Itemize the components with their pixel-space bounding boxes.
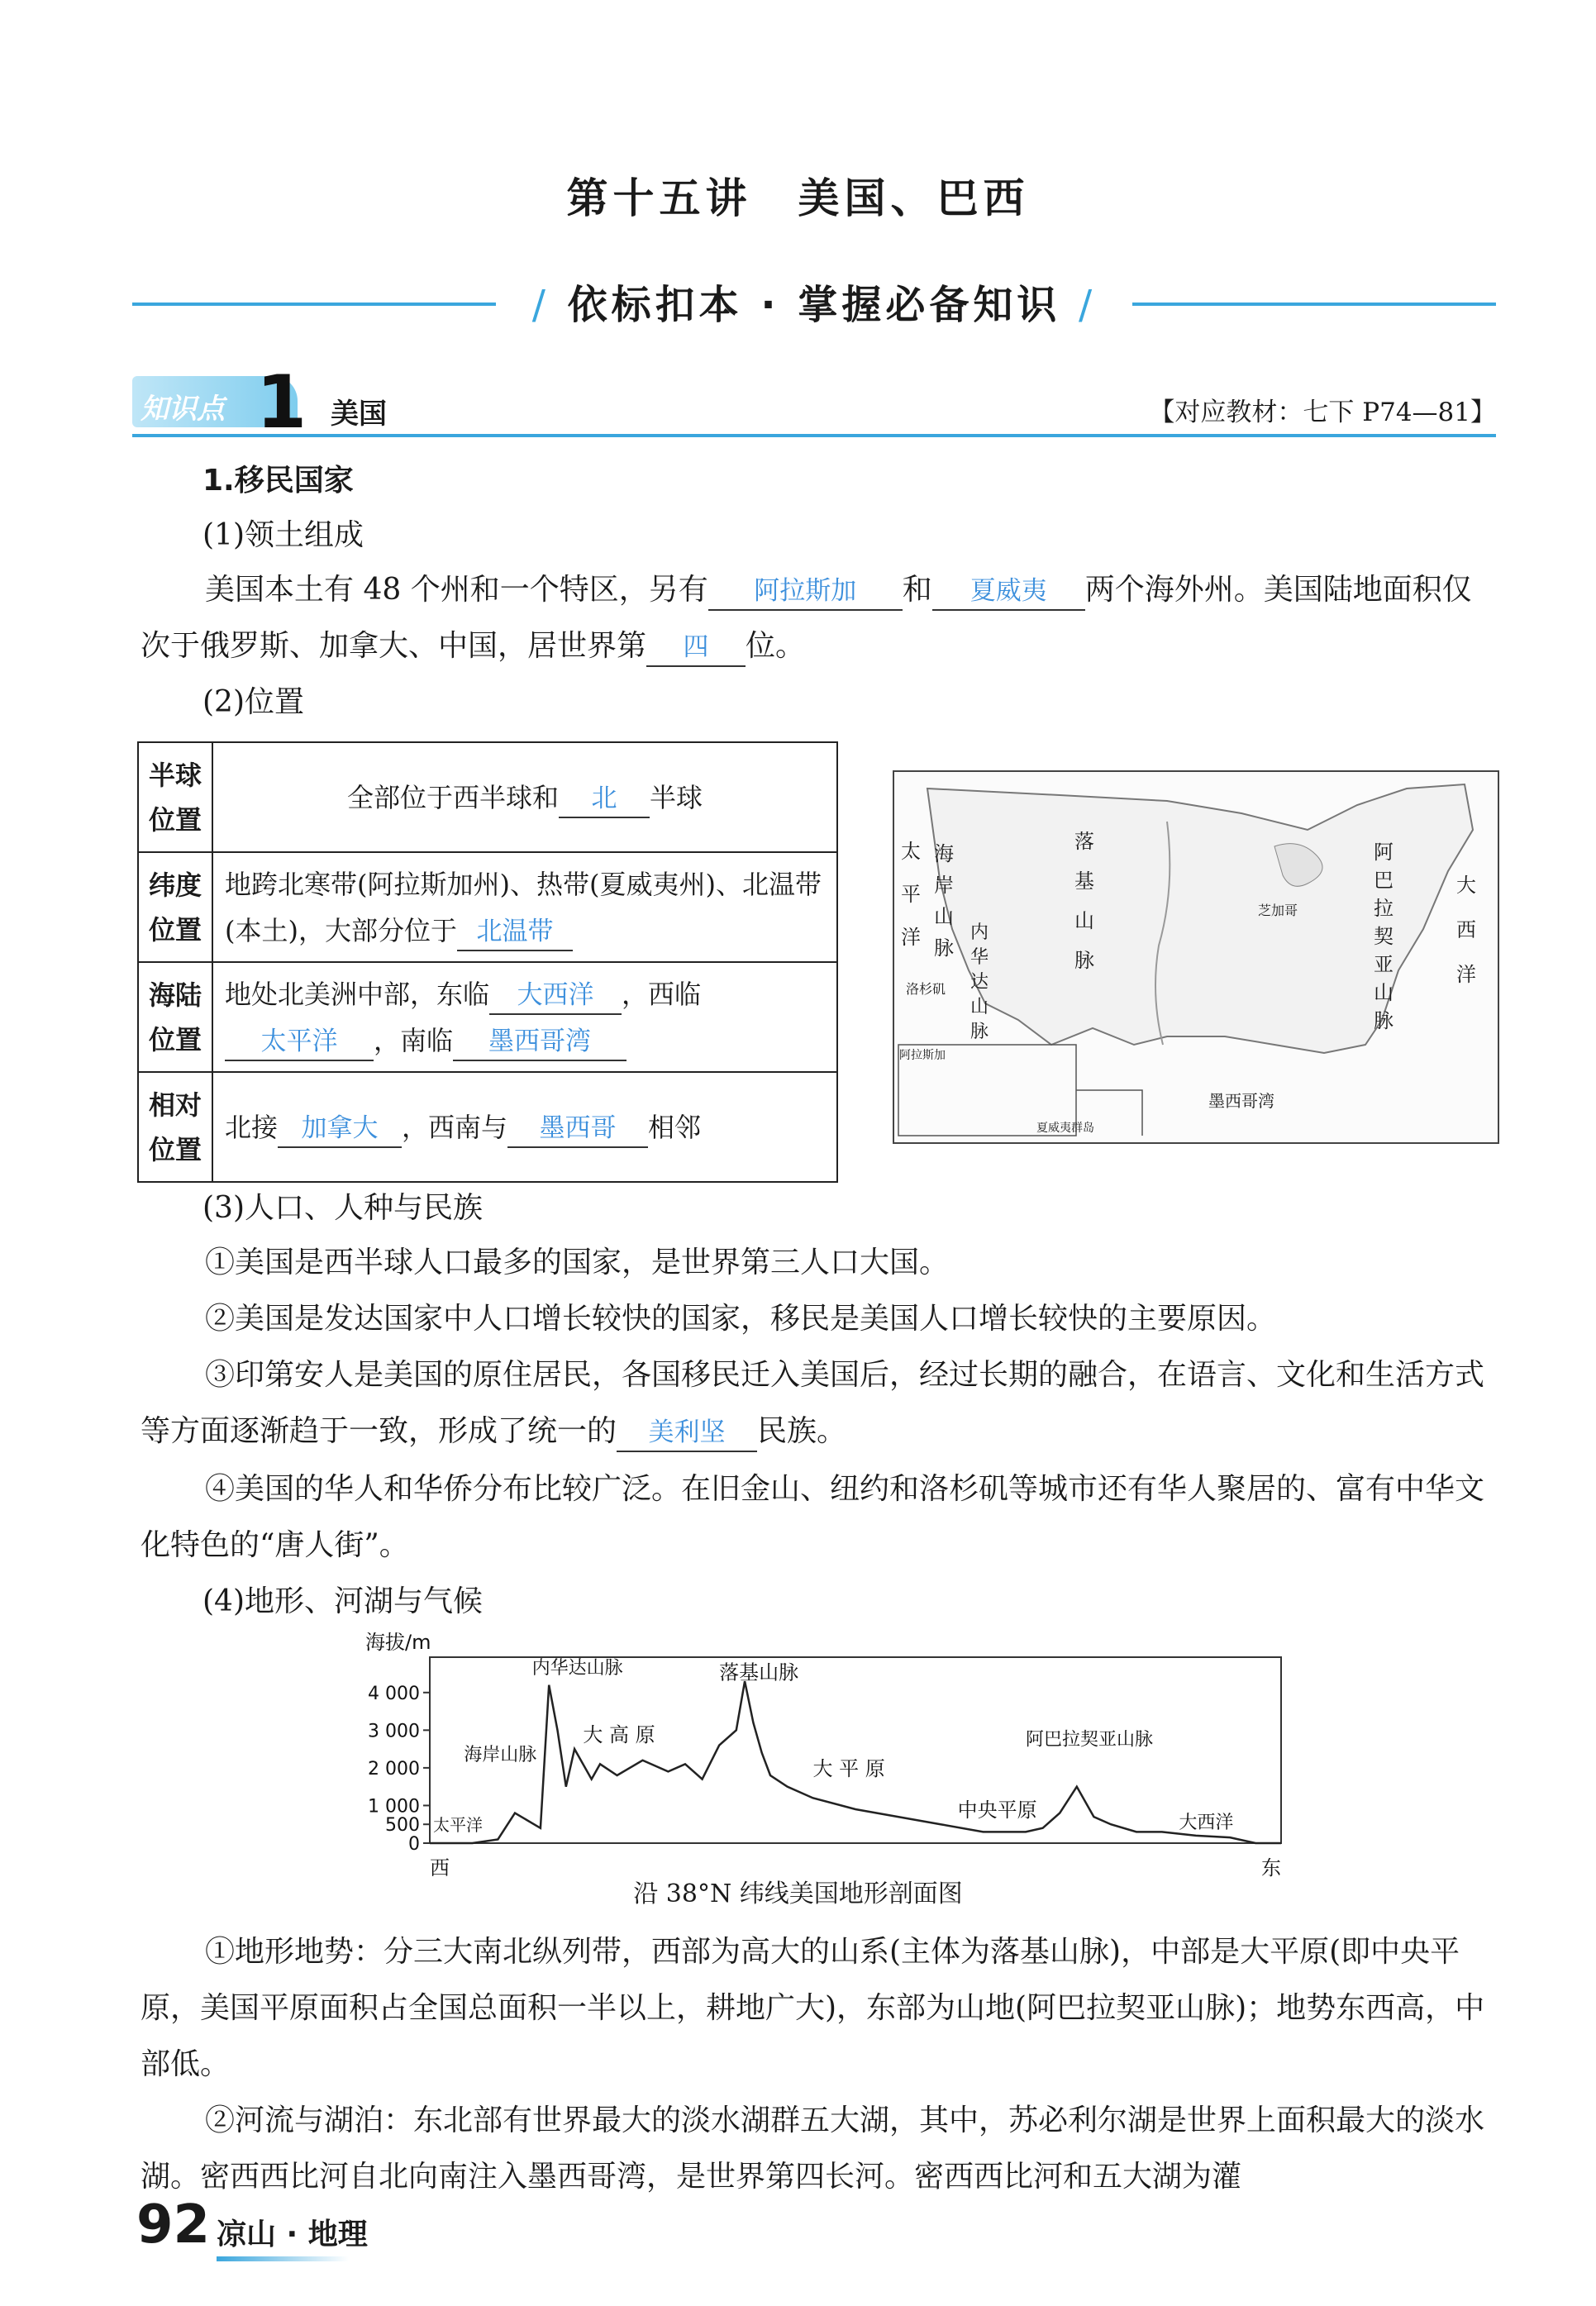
map-label-sierra-nevada: 内华达山脉 [970, 922, 989, 1042]
table-row: 海陆 位置 地处北美洲中部，东临 大西洋 ，西临 太平洋 ，南临 墨西哥湾 [138, 962, 837, 1072]
answer-blank: 四 [646, 629, 746, 667]
label-coast-range: 海岸山脉 [464, 1744, 537, 1765]
usa-map [893, 770, 1499, 1144]
section-banner [132, 256, 1496, 347]
subheading-location: (2)位置 [202, 685, 304, 719]
x-label-east: 东 [1261, 1856, 1281, 1880]
subheading-territory: (1)领土组成 [202, 518, 364, 552]
answer-blank: 阿拉斯加 [708, 573, 903, 611]
knowledge-point-header [132, 360, 1496, 445]
table-row: 半球 位置 全部位于西半球和 北 半球 [138, 742, 837, 852]
section-heading: 1.移民国家 [202, 464, 354, 498]
answer-blank: 大西洋 [489, 977, 622, 1015]
footer-label: 凉山 · 地理 [217, 2218, 368, 2251]
rivers-paragraph: ②河流与湖泊：东北部有世界最大的淡水湖群五大湖，其中，苏必利尔湖是世界上面积最大的淡水湖。密西西比河自北向南注入墨西哥湾，是世界第四长河。密西西比河和五大湖为灌 [141, 2104, 1485, 2194]
label-great-plains: 大 平 原 [812, 1757, 885, 1780]
map-label-rocky: 落基山脉 [1074, 830, 1094, 972]
label-sierra-nevada: 内华达山脉 [531, 1658, 623, 1679]
population-item-1: ①美国是西半球人口最多的国家，是世界第三人口大国。 [205, 1246, 950, 1279]
answer-blank: 美利坚 [617, 1414, 757, 1452]
chart-caption: 沿 38°N 纬线美国地形剖面图 [633, 1880, 963, 1908]
y-tick-label: 0 [408, 1834, 420, 1855]
chart-frame [430, 1657, 1281, 1843]
map-label-atlantic: 大西洋 [1456, 874, 1476, 986]
slash-right-icon: / [1079, 282, 1097, 328]
terrain-profile-svg [364, 1632, 1298, 1880]
paragraph-territory: 美国本土有 48 个州和一个特区，另有 阿拉斯加 和 夏威夷 两个海外州。美国陆地面积仅次于俄罗斯、加拿大、中国，居世界第 四 位。 [141, 562, 1496, 674]
label-central-plains: 中央平原 [957, 1799, 1037, 1822]
knowledge-point-number: 1 [256, 360, 307, 445]
population-item-2: ②美国是发达国家中人口增长较快的国家，移民是美国人口增长较快的主要原因。 [205, 1302, 1277, 1336]
map-label-alaska: 阿拉斯加 [899, 1049, 946, 1062]
table-row: 相对 位置 北接 加拿大 ，西南与 墨西哥 相邻 [138, 1072, 837, 1182]
map-label-los-angeles: 洛杉矶 [906, 981, 946, 997]
terrain-profile-chart [364, 1632, 1298, 1897]
terrain-paragraph: ①地形地势：分三大南北纵列带，西部为高大的山系(主体为落基山脉)，中部是大平原(即中央平原，美国平原面积占全国总面积一半以上，耕地广大)，东部为山地(阿巴拉契亚山脉)；地势东西高，中部低。 [141, 1935, 1485, 2081]
answer-blank: 墨西哥湾 [453, 1023, 626, 1061]
slash-left-icon: / [531, 282, 550, 328]
y-tick-label: 500 [385, 1815, 420, 1837]
label-rocky: 落基山脉 [719, 1660, 799, 1684]
map-label-chicago: 芝加哥 [1258, 903, 1298, 918]
footer-underline [217, 2256, 349, 2261]
label-great-plateau: 大 高 原 [583, 1723, 655, 1746]
map-label-gulf-of-mexico: 墨西哥湾 [1208, 1091, 1274, 1111]
answer-blank: 夏威夷 [932, 573, 1085, 611]
knowledge-point-tag: 知识点 [132, 376, 298, 427]
answer-blank: 墨西哥 [507, 1110, 648, 1148]
map-label-coast-range: 海岸山脉 [934, 842, 954, 960]
x-label-west: 西 [430, 1856, 450, 1880]
location-table [137, 741, 838, 1183]
map-label-hawaii: 夏威夷群岛 [1036, 1122, 1094, 1135]
y-tick-label: 4 000 [368, 1683, 420, 1704]
y-tick-label: 2 000 [368, 1758, 420, 1780]
textbook-reference: 【对应教材：七下 P74—81】 [1149, 398, 1496, 427]
answer-blank: 北 [559, 780, 650, 818]
answer-blank: 北温带 [457, 913, 573, 951]
label-pacific: 太平洋 [433, 1815, 483, 1836]
map-label-pacific: 太平洋 [901, 840, 921, 949]
label-atlantic: 大西洋 [1179, 1812, 1234, 1833]
answer-blank: 太平洋 [225, 1023, 374, 1061]
subheading-terrain: (4)地形、河湖与气候 [202, 1584, 483, 1618]
y-tick-label: 3 000 [368, 1721, 420, 1742]
banner-text: 依标扣本 · 掌握必备知识 [567, 282, 1061, 328]
y-axis-label: 海拔/m [365, 1632, 431, 1654]
population-item-3: ③印第安人是美国的原住居民，各国移民迁入美国后，经过长期的融合，在语言、文化和生活方式等方面逐渐趋于一致，形成了统一的 美利坚 民族。 [141, 1347, 1496, 1460]
page-number: 92 [136, 2194, 211, 2256]
population-item-4: ④美国的华人和华侨分布比较广泛。在旧金山、纽约和洛杉矶等城市还有华人聚居的、富有中华文化特色的“唐人街”。 [141, 1472, 1485, 1562]
answer-blank: 加拿大 [278, 1110, 402, 1148]
knowledge-point-title: 美国 [331, 398, 387, 431]
label-appalachian: 阿巴拉契亚山脉 [1026, 1729, 1154, 1751]
subheading-population: (3)人口、人种与民族 [202, 1191, 483, 1225]
y-tick-label: 1 000 [368, 1796, 420, 1818]
table-row: 纬度 位置 地跨北寒带(阿拉斯加州)、热带(夏威夷州)、北温带(本土)，大部分位于 北温带 [138, 852, 837, 962]
map-label-appalachian: 阿巴拉契亚山脉 [1374, 841, 1394, 1032]
page-title: 第十五讲 美国、巴西 [566, 174, 1030, 222]
